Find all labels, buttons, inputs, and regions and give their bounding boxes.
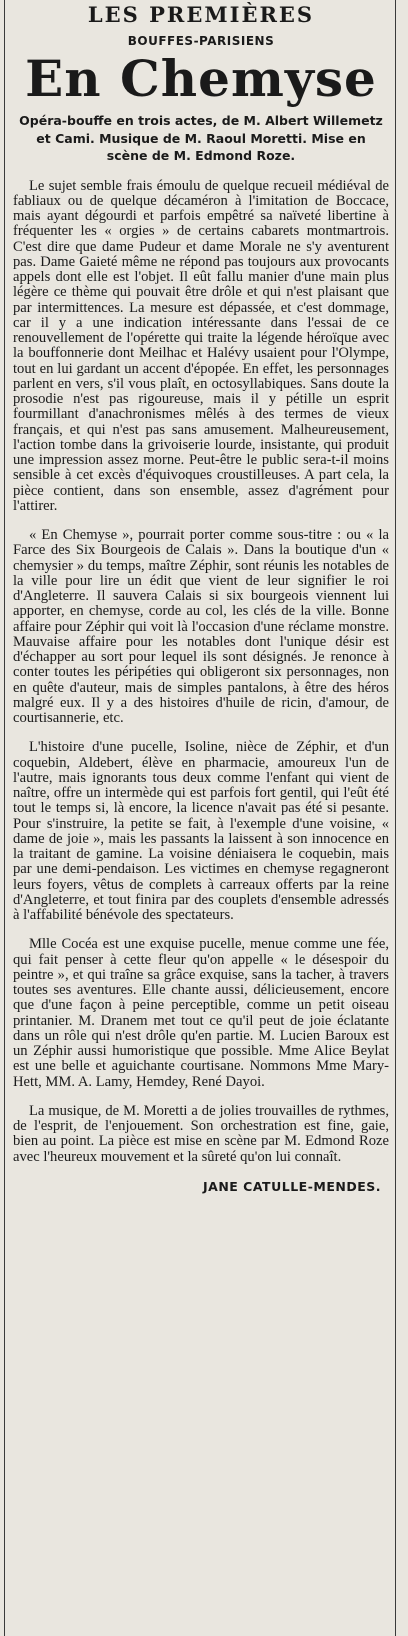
review-paragraph-5: La musique, de M. Moretti a de jolies trouvailles de rythmes, de l'esprit, de l'enjouement. Son orchestration est fine, gaie, bien au point. La pièce est mise en scène par M. Edmond Roze avec l'heureux mouvement et la sûreté qu'on lui connaît. [13, 1102, 389, 1165]
author-signature: JANE CATULLE-MENDES. [203, 1178, 381, 1194]
rubric-heading: LES PREMIÈRES [87, 2, 315, 27]
play-credits: Opéra-bouffe en trois actes, de M. Albert Willemetz et Cami. Musique de M. Raoul Moretti. Mise en scène de M. Edmond Roze. [19, 113, 383, 163]
play-title: En Chemyse [25, 49, 377, 108]
review-paragraph-1: Le sujet semble frais émoulu de quelque recueil médiéval de fabliaux ou de quelque décaméron à l'imitation de Boccace, mais ayant dégourdi et parfois empêtré sa naïveté libertine à fréquenter les « orgies » de certains cabarets montmartrois. C'est dire que dame Pudeur et dame Morale ne s'y aventurent pas. Dame Gaieté même ne répond pas toujours aux provocants appels dont elle est l'objet. Il eût fallu manier d'une main plus légère ce thème qui pouvait être drôle et qui n'est plaisant que par intermittences. La mesure est dépassée, et c'est dommage, car il y a une indication intéressante dans l'essai de ce renouvellement de l'opérette qui traite la légende héroïque avec la bouffonnerie dont Meilhac et Halévy usaient pour l'Olympe, tout en lui gardant un accent d'épopée. En effet, les personnages parlent en vers, s'il vous plaît, en octosyllabiques. Sans doute la prosodie n'est pas rigoureuse, mais il y pétille un esprit fourmillant d'anachronismes mêlés à des termes de vieux français, et qui n'est pas sans amusement. Malheureusement, l'action tombe dans la grivoiserie lourde, insistante, qui produit une impression assez morne. Peut-être le public sera-t-il moins sensible à cet excès d'équivoques croustilleuses. A part cela, la pièce contient, dans son ensemble, assez d'agrément pour l'attirer. [13, 177, 389, 514]
theatre-name: BOUFFES-PARISIENS [127, 34, 275, 48]
review-paragraph-2: « En Chemyse », pourrait porter comme sous-titre : ou « la Farce des Six Bourgeois de Calais ». Dans la boutique d'un « chemysier » du temps, maître Zéphir, sont réunis les notables de la ville pour lire un édit que vient de leur signifier le roi d'Angleterre. Il sauvera Calais si six bourgeois viennent lui apporter, en chemyse, corde au col, les clés de la ville. Bonne affaire pour Zéphir qui voit là l'occasion d'une réclame monstre. Mauvaise affaire pour les notables dont l'unique désir est d'échapper au sort pour lequel ils sont désignés. Je renonce à conter toutes les péripéties qui obligeront six personnages, non en quête d'auteur, mais de simples pantalons, à être des héros malgré eux. Il y a des histoires d'huile de ricin, d'amour, de courtisannerie, etc. [13, 527, 389, 726]
review-paragraph-3: L'histoire d'une pucelle, Isoline, nièce de Zéphir, et d'un coquebin, Aldebert, élève en pharmacie, amoureux l'un de l'autre, mais ignorants tous deux comme l'enfant qui vient de naître, offre un intermède qui est parfois fort gentil, qui l'eût été tout le temps si, là encore, la licence n'avait pas été si pesante. Pour s'instruire, la petite se fait, à l'exemple d'une voisine, « dame de joie », mais les passants la laissent à son innocence en la traitant de gamine. La voisine déniaisera le coquebin, mais par une demi-pendaison. Les victimes en chemyse regagneront leurs foyers, vêtus de complets à carreaux offerts par la reine d'Angleterre, et tout finira par des couplets d'ensemble adressés à l'affabilité bénévole des spectateurs. [13, 739, 389, 923]
review-body [13, 179, 389, 1165]
review-paragraph-4: Mlle Cocéa est une exquise pucelle, menue comme une fée, qui fait penser à cette fleur qu'on appelle « le désespoir du peintre », et qui traîne sa grâce exquise, sans la tacher, à travers toutes ses aventures. Elle chante aussi, délicieusement, encore que d'une façon à peine perceptible, comme un petit oiseau printanier. M. Dranem met tout ce qu'il peut de joie éclatante dans un rôle qui n'est drôle qu'en partie. M. Lucien Baroux est un Zéphir aussi humoristique que possible. Mme Alice Beylat est une belle et aguichante courtisane. Nommons Mme Mary-Hett, MM. A. Lamy, Hemdey, René Dayoi. [13, 936, 389, 1090]
newspaper-column [4, 0, 396, 1636]
